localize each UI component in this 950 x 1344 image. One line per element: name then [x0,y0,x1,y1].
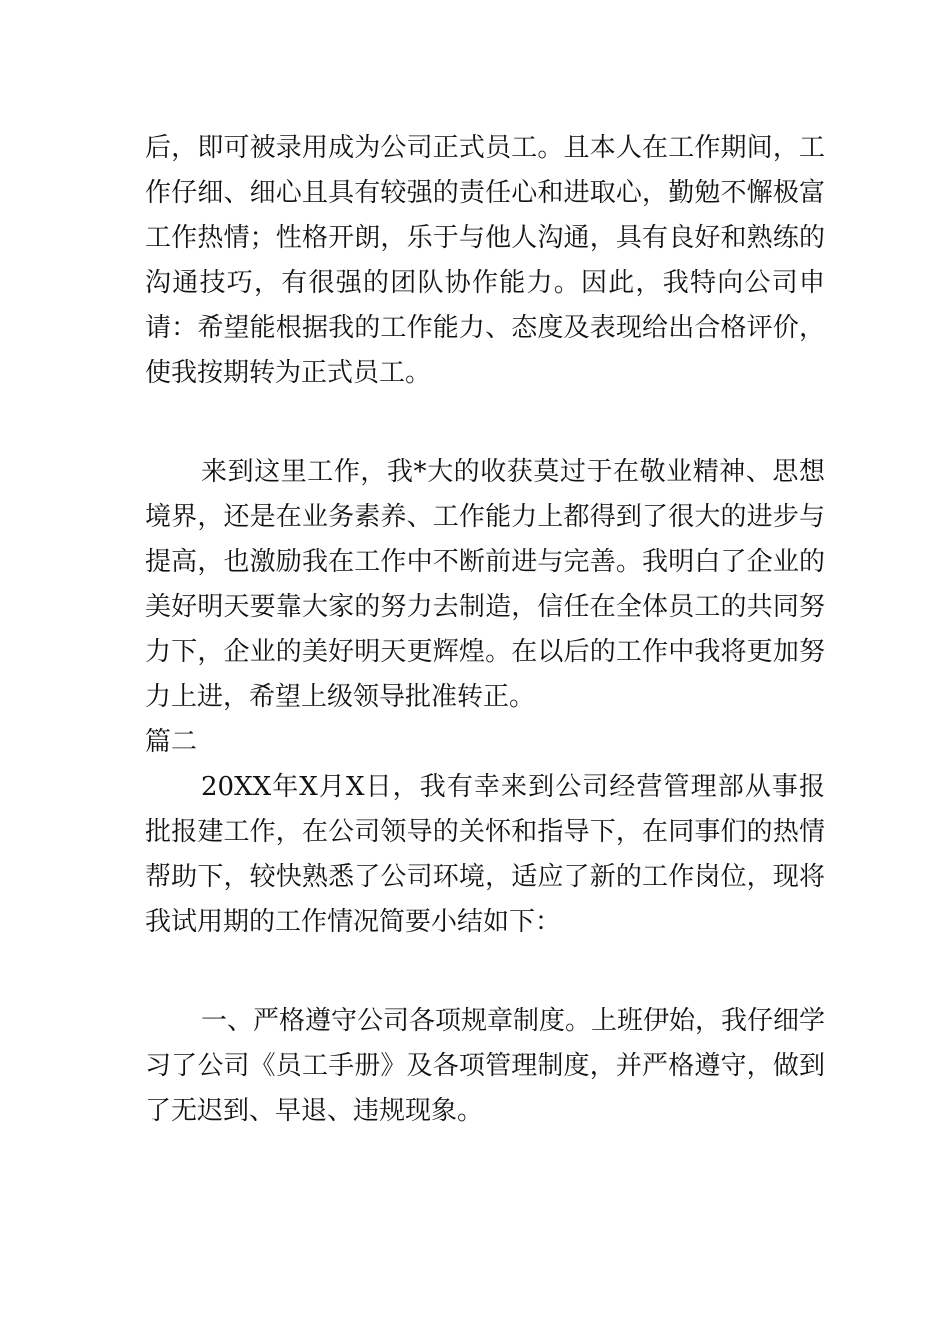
paragraph-3: 20XX年X月X日，我有幸来到公司经营管理部从事报批报建工作，在公司领导的关怀和指导下，在同事们的热情帮助下，较快熟悉了公司环境，适应了新的工作岗位，现将我试用期的工作情况简要小结如下： [145,772,825,937]
paragraph-1: 后，即可被录用成为公司正式员工。且本人在工作期间，工作仔细、细心且具有较强的责任心和进取心，勤勉不懈极富工作热情；性格开朗，乐于与他人沟通，具有良好和熟练的沟通技巧，有很强的团队协作能力。因此，我特向公司申请：希望能根据我的工作能力、态度及表现给出合格评价，使我按期转为正式员工。 [145,133,825,388]
document-page [145,126,825,1134]
paragraph-4: 一、严格遵守公司各项规章制度。上班伊始，我仔细学习了公司《员工手册》及各项管理制度，并严格遵守，做到了无迟到、早退、违规现象。 [145,1006,826,1126]
section-heading: 篇二 [145,727,198,757]
paragraph-2: 来到这里工作，我*大的收获莫过于在敬业精神、思想境界，还是在业务素养、工作能力上都得到了很大的进步与提高，也激励我在工作中不断前进与完善。我明白了企业的美好明天要靠大家的努力去制造，信任在全体员工的共同努力下，企业的美好明天更辉煌。在以后的工作中我将更加努力上进，希望上级领导批准转正。 [145,457,825,712]
